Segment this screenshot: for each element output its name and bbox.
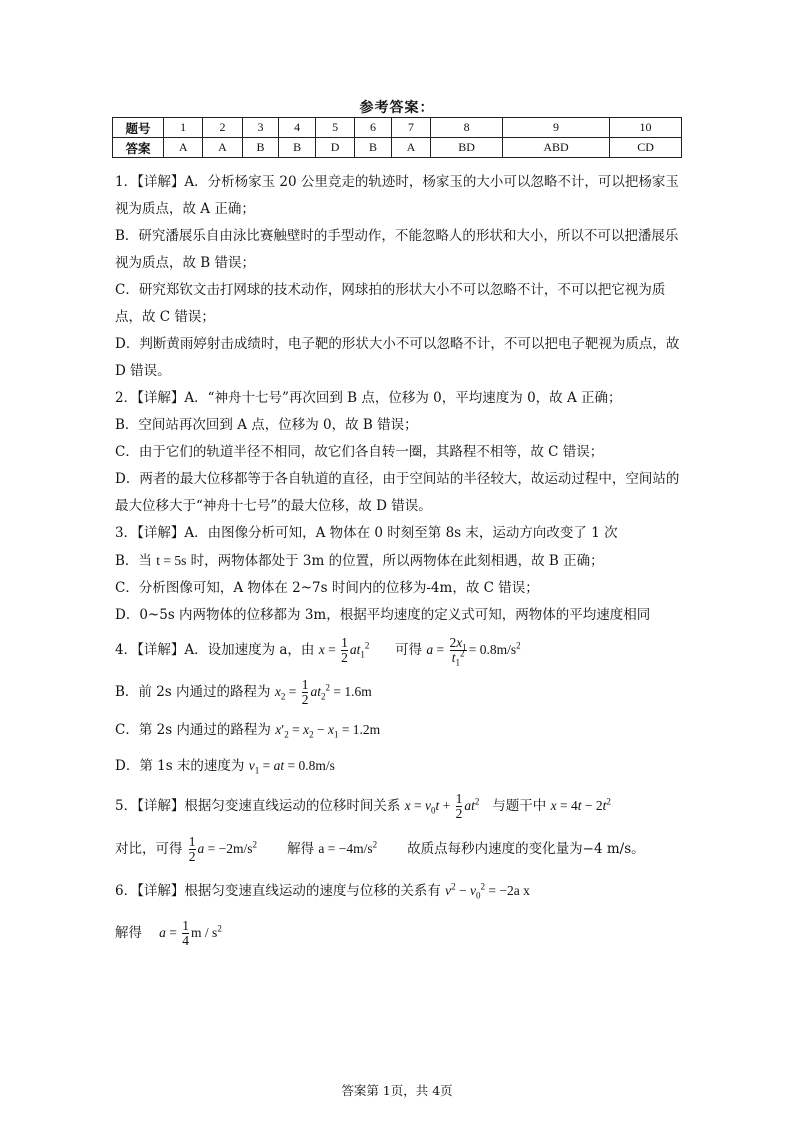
- q1-option-a: 1．【详解】A．分析杨家玉 20 公里竞走的轨迹时，杨家玉的大小可以忽略不计，可以把杨家玉视为质点，故 A 正确；: [115, 174, 679, 217]
- q6-formula-relation: $v^2 - v_0^2 = -2a$ x: [445, 881, 530, 901]
- q5-formula-a: $a = -4m/s^2$: [318, 839, 378, 856]
- q4-a-lead: 4．【详解】A．设加速度为 a，由: [115, 642, 315, 658]
- solution-q2: [115, 385, 685, 520]
- q1-option-b: B．研究潘展乐自由泳比赛触壁时的手型动作，不能忽略人的形状和大小，所以不可以把潘展乐视为质点，故 B 错误；: [115, 228, 679, 271]
- q4-formula-x2: $x_2$ = $\frac{1}{2}$ $at_2^2 = 1.6m$: [274, 677, 372, 708]
- table-cell-number: 3: [242, 118, 279, 138]
- q2-option-a: 2．【详解】A．“神舟十七号”再次回到 B 点，位移为 0，平均速度为 0，故 A 正确；: [115, 390, 622, 406]
- q5-line-1: [115, 789, 685, 823]
- table-cell-number: 7: [391, 118, 430, 138]
- q4-option-c: [115, 715, 685, 745]
- q3-b-prefix: B．当: [115, 553, 152, 569]
- q5-compare: 对比，可得: [115, 841, 183, 857]
- q5-tail: 故质点每秒内速度的变化量为−4 m/s。: [407, 841, 645, 857]
- table-row-answers: [113, 138, 682, 158]
- q3-b-formula: t = 5s: [156, 553, 187, 568]
- solution-q5: [115, 789, 685, 867]
- table-cell-answer: B: [279, 138, 316, 158]
- q4-formula-v1: $v_1$ = at = 0.8m/s: [248, 758, 335, 776]
- table-cell-answer: B: [355, 138, 392, 158]
- q3-option-d: D．0~5s 内两物体的位移都为 3m，根据平均速度的定义式可知，两物体的平均速度相同: [115, 607, 651, 623]
- table-cell-number: 1: [164, 118, 203, 138]
- q1-option-c: C．研究郑钦文击打网球的技术动作，网球拍的形状大小不可以忽略不计，不可以把它视为质点，故 C 错误；: [115, 282, 666, 325]
- q6-line-1: [115, 877, 685, 905]
- table-cell-answer: ABD: [503, 138, 610, 158]
- solution-q4: [115, 633, 685, 781]
- q5-formula-half-a: $\frac{1}{2}$ $a = -2m/s^2$: [188, 834, 258, 865]
- table-cell-number: 8: [431, 118, 503, 138]
- answer-table: [112, 117, 682, 158]
- q6-lead: 6．【详解】根据匀变速直线运动的速度与位移的关系有: [115, 883, 441, 899]
- q2-option-c: C．由于它们的轨道半径不相同，故它们各自转一圈，其路程不相等，故 C 错误；: [115, 444, 604, 460]
- table-cell-answer: BD: [431, 138, 503, 158]
- table-row-numbers: [113, 118, 682, 138]
- q5-line-2: [115, 831, 685, 867]
- table-cell-number: 4: [279, 118, 316, 138]
- q4-formula-a: a = $\frac{2x_1}{t_1^2}$ = $0.8m/s^2$: [426, 635, 521, 669]
- q4-c-lead: C．第 2s 内通过的路程为: [115, 722, 271, 738]
- q4-formula-x: x = $\frac{1}{2}$ $at_1^2$: [318, 635, 370, 666]
- table-cell-answer: A: [164, 138, 203, 158]
- solution-q1: [115, 169, 685, 385]
- q2-option-b: B．空间站再次回到 A 点，位移为 0，故 B 错误；: [115, 417, 418, 433]
- table-cell-number: 2: [203, 118, 242, 138]
- table-cell-answer: D: [315, 138, 354, 158]
- q4-b-lead: B．前 2s 内通过的路程为: [115, 684, 271, 700]
- table-cell-number: 5: [315, 118, 354, 138]
- solution-body: [115, 169, 685, 951]
- q2-option-d: D．两者的最大位移都等于各自轨道的直径，由于空间站的半径较大，故运动过程中，空间站的最大位移大于“神舟十七号”的最大位移，故 D 错误。: [115, 471, 680, 514]
- table-cell-answer: CD: [610, 138, 682, 158]
- q4-option-b: [115, 675, 685, 709]
- table-cell-answer: B: [242, 138, 279, 158]
- q3-option-c: C．分析图像可知，A 物体在 2~7s 时间内的位移为-4m，故 C 错误；: [115, 580, 539, 596]
- q4-option-a: [115, 633, 685, 667]
- solution-q3: [115, 520, 685, 629]
- q6-formula-a: a = $\frac{1}{4}$ m / $s^2$: [159, 918, 222, 949]
- q1-option-d: D．判断黄雨婷射击成绩时，电子靶的形状大小不可以忽略不计，不可以把电子靶视为质点，故 D 错误。: [115, 336, 680, 379]
- table-header-label: 题号: [113, 118, 164, 138]
- q6-solve: 解得: [115, 925, 142, 941]
- q5-formula-general: $x = v_0t$ + $\frac{1}{2}$ $at^2$: [404, 791, 480, 822]
- table-cell-number: 9: [503, 118, 610, 138]
- q4-a-then: 可得: [395, 642, 423, 658]
- q3-b-suffix: 时，两物体都处于 3m 的位置，所以两物体在此刻相遇，故 B 正确；: [190, 553, 604, 569]
- q5-mid: 与题干中: [492, 798, 547, 814]
- q5-solve: 解得: [287, 841, 315, 857]
- page-footer: 答案第 1页，共 4页: [341, 1083, 453, 1098]
- q3-option-b: [115, 547, 685, 575]
- q5-formula-given: $x = 4t - 2t^2$: [550, 796, 611, 813]
- q3-option-a: 3．【详解】A．由图像分析可知，A 物体在 0 时刻至第 8s 末，运动方向改变了 1 次: [115, 525, 618, 541]
- table-cell-answer: A: [203, 138, 242, 158]
- table-cell-answer: A: [391, 138, 430, 158]
- q4-option-d: [115, 751, 685, 781]
- q4-formula-x2prime: $x'_2 = x_2 - x_1 = 1.2m$: [275, 722, 381, 740]
- table-cell-number: 10: [610, 118, 682, 138]
- table-answer-label: 答案: [113, 138, 164, 158]
- q6-line-2: [115, 915, 685, 951]
- table-cell-number: 6: [355, 118, 392, 138]
- page-title: 参考答案：: [359, 100, 435, 116]
- solution-q6: [115, 877, 685, 951]
- q4-d-lead: D．第 1s 末的速度为: [115, 758, 245, 774]
- q5-lead: 5．【详解】根据匀变速直线运动的位移时间关系: [115, 798, 401, 814]
